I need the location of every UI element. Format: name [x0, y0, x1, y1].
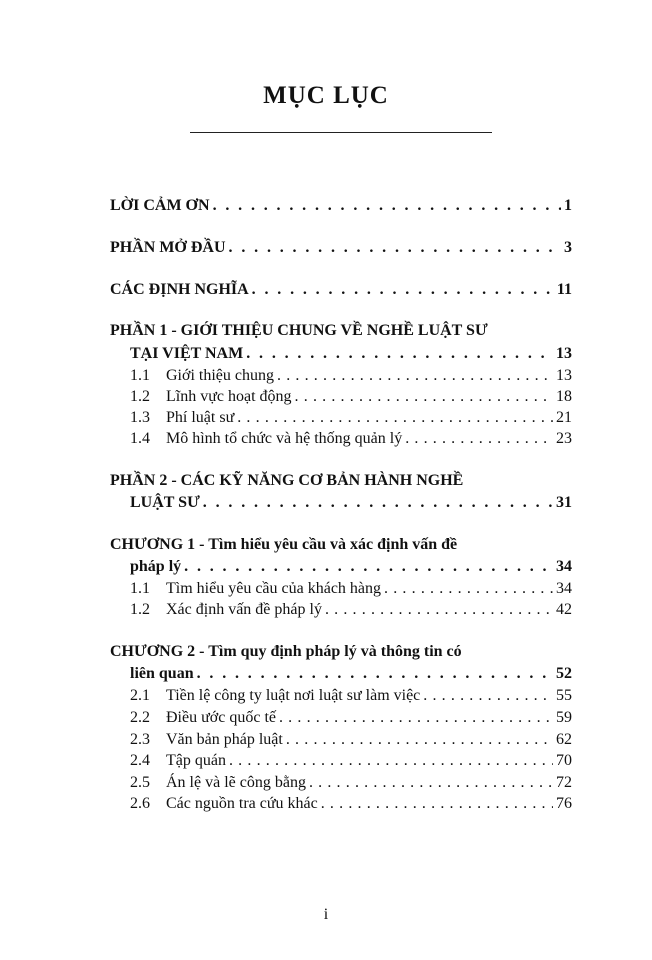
toc-entry-page: 52	[556, 665, 572, 682]
toc-subentry[interactable]	[130, 685, 572, 707]
toc-subentry-page: 55	[556, 687, 572, 704]
toc-entry-page: 31	[556, 494, 572, 511]
leader-dots	[213, 195, 561, 217]
toc-subentry[interactable]	[130, 772, 572, 794]
toc-subentry-page: 23	[556, 430, 572, 447]
toc-subentry[interactable]	[130, 729, 572, 751]
toc-subentry[interactable]	[130, 365, 572, 387]
leader-dots	[321, 793, 553, 815]
toc-subentry-label: Lĩnh vực hoạt động	[166, 388, 292, 405]
leader-dots	[295, 386, 553, 408]
toc-subentry-page: 76	[556, 795, 572, 812]
toc-chapter1-heading[interactable]: CHƯƠNG 1 - Tìm hiểu yêu cầu và xác định vấn đề	[110, 536, 458, 553]
toc-subentry-label: Các nguồn tra cứu khác	[166, 795, 318, 812]
leader-dots	[405, 428, 553, 450]
toc-subentry-page: 70	[556, 752, 572, 769]
toc-subentry-number: 1.2	[130, 388, 150, 405]
toc-entry-chuong2[interactable]	[130, 663, 572, 685]
leader-dots	[325, 599, 553, 621]
toc-subentry-number: 1.2	[130, 601, 150, 618]
toc-entry-label: LUẬT SƯ	[130, 494, 200, 511]
leader-dots	[197, 663, 553, 685]
toc-subentry-number: 1.3	[130, 409, 150, 426]
toc-subentry[interactable]	[130, 707, 572, 729]
toc-entry-label: LỜI CẢM ƠN	[110, 197, 210, 214]
toc-subentry[interactable]	[130, 386, 572, 408]
toc-part2-heading[interactable]: PHẦN 2 - CÁC KỸ NĂNG CƠ BẢN HÀNH NGHỀ	[110, 472, 464, 489]
page-title: MỤC LỤC	[263, 82, 389, 109]
toc-subentry-number: 2.5	[130, 774, 150, 791]
toc-entry-phan-mo-dau[interactable]	[110, 237, 572, 259]
toc-subentry-label: Tập quán	[166, 752, 226, 769]
toc-subentry-page: 42	[556, 601, 572, 618]
toc-part1-heading[interactable]: PHẦN 1 - GIỚI THIỆU CHUNG VỀ NGHỀ LUẬT SƯ	[110, 322, 488, 339]
leader-dots	[237, 407, 553, 429]
toc-entry-page: 11	[556, 281, 572, 298]
toc-subentry-number: 1.1	[130, 580, 150, 597]
toc-entry-phan2[interactable]	[130, 492, 572, 514]
toc-subentry-number: 2.1	[130, 687, 150, 704]
toc-subentry-label: Tìm hiểu yêu cầu của khách hàng	[166, 580, 382, 597]
toc-subentry-label: Giới thiệu chung	[166, 367, 274, 384]
toc-subentry-label: Phí luật sư	[166, 409, 235, 426]
toc-entry-chuong1[interactable]	[130, 556, 572, 578]
toc-subentry[interactable]	[130, 407, 572, 429]
title-divider	[190, 132, 492, 133]
toc-subentry[interactable]	[130, 578, 572, 600]
page-number: i	[323, 906, 329, 923]
leader-dots	[229, 237, 561, 259]
toc-entry-label: liên quan	[130, 665, 194, 682]
toc-subentry-label: Tiền lệ công ty luật nơi luật sư làm việc	[166, 687, 421, 704]
toc-subentry-label: Án lệ và lẽ công bằng	[166, 774, 306, 791]
toc-subentry-number: 1.4	[130, 430, 150, 447]
toc-subentry[interactable]	[130, 428, 572, 450]
toc-entry-page: 34	[556, 558, 572, 575]
toc-subentry-page: 34	[556, 580, 572, 597]
leader-dots	[246, 343, 553, 365]
toc-entry-page: 1	[564, 197, 572, 214]
leader-dots	[184, 556, 553, 578]
toc-subentry-page: 21	[556, 409, 572, 426]
leader-dots	[277, 365, 553, 387]
toc-subentry-page: 59	[556, 709, 572, 726]
toc-subentry[interactable]	[130, 599, 572, 621]
toc-entry-label: pháp lý	[130, 558, 182, 575]
toc-chapter2-heading[interactable]: CHƯƠNG 2 - Tìm quy định pháp lý và thông tin có	[110, 643, 462, 660]
leader-dots	[252, 279, 554, 301]
toc-subentry[interactable]	[130, 793, 572, 815]
leader-dots	[423, 685, 553, 707]
toc-entry-label: TẠI VIỆT NAM	[130, 345, 244, 362]
toc-entry-cac-dinh-nghia[interactable]	[110, 279, 572, 301]
toc-subentry-page: 62	[556, 731, 572, 748]
toc-entry-page: 3	[564, 239, 572, 256]
toc-subentry-page: 13	[556, 367, 572, 384]
toc-subentry-page: 18	[556, 388, 572, 405]
toc-subentry-page: 72	[556, 774, 572, 791]
toc-entry-page: 13	[556, 345, 572, 362]
leader-dots	[203, 492, 553, 514]
toc-entry-label: PHẦN MỞ ĐẦU	[110, 239, 226, 256]
toc-subentry-label: Xác định vấn đề pháp lý	[166, 601, 322, 618]
toc-subentry[interactable]	[130, 750, 572, 772]
leader-dots	[229, 750, 553, 772]
leader-dots	[309, 772, 553, 794]
toc-subentry-label: Mô hình tổ chức và hệ thống quản lý	[166, 430, 403, 447]
toc-entry-label: CÁC ĐỊNH NGHĨA	[110, 281, 249, 298]
toc-subentry-number: 2.6	[130, 795, 150, 812]
toc-subentry-number: 2.2	[130, 709, 150, 726]
leader-dots	[384, 578, 553, 600]
toc-subentry-label: Điều ước quốc tế	[166, 709, 276, 726]
toc-subentry-number: 1.1	[130, 367, 150, 384]
toc-subentry-number: 2.4	[130, 752, 150, 769]
toc-subentry-label: Văn bản pháp luật	[166, 731, 283, 748]
leader-dots	[279, 707, 553, 729]
toc-entry-phan1[interactable]	[130, 343, 572, 365]
leader-dots	[286, 729, 553, 751]
toc-entry-loi-cam-on[interactable]	[110, 195, 572, 217]
toc-subentry-number: 2.3	[130, 731, 150, 748]
